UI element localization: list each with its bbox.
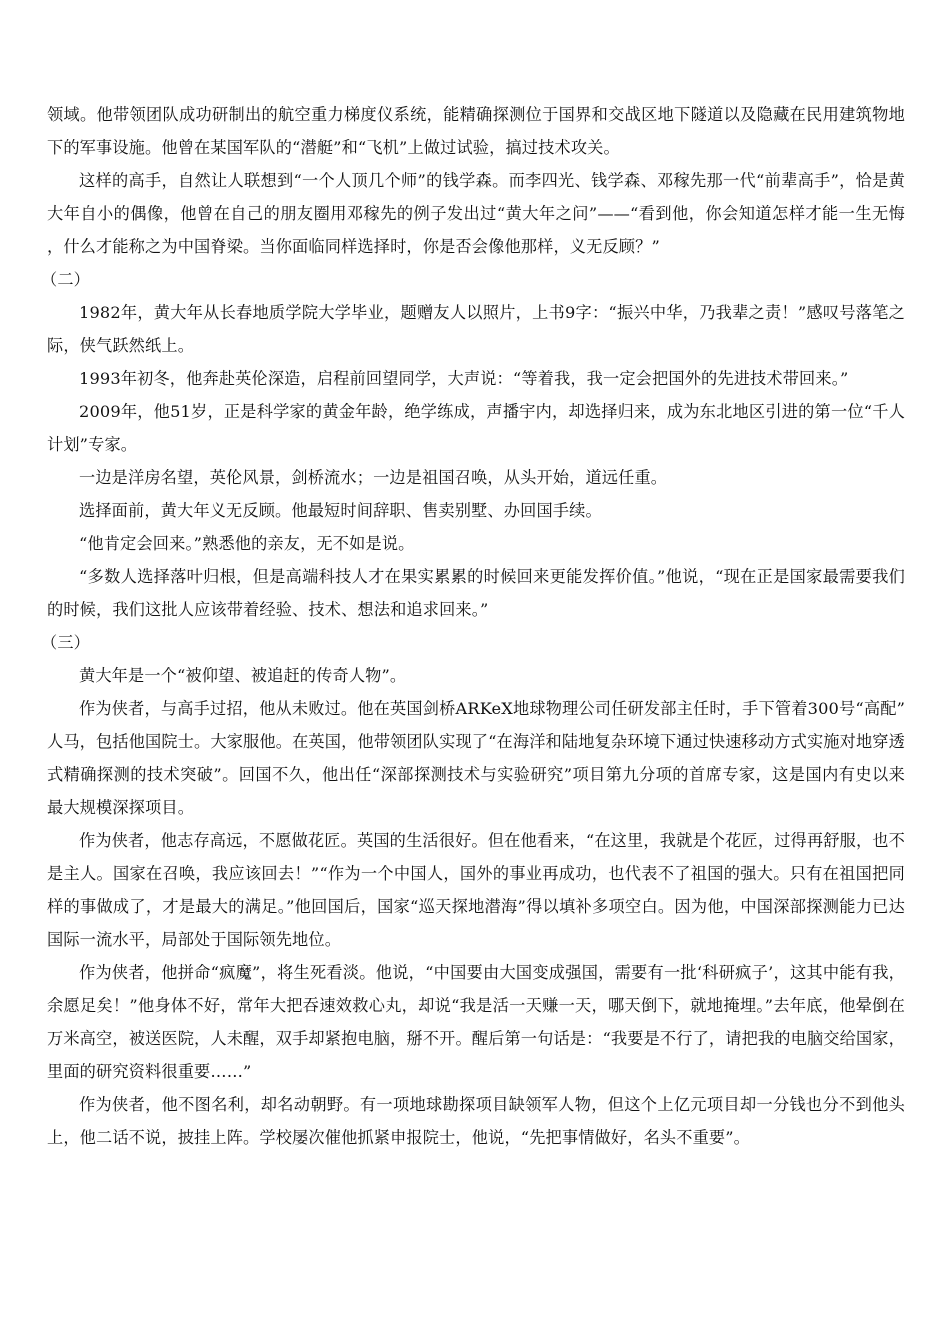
paragraph: 作为侠者，与高手过招，他从未败过。他在英国剑桥ARKeX地球物理公司任研发部主任时，手下管着300号“高配”人马，包括他国院士。大家服他。在英国，他带领团队实现了“在海洋和陆地复杂环境下通过快速移动方式实施对地穿透式精确探测的技术突破”。回国不久，他出任“深部探测技术与实验研究”项目第九分项的首席专家，这是国内有史以来最大规模深探项目。 xyxy=(47,699,905,817)
paragraph: 领域。他带领团队成功研制出的航空重力梯度仪系统，能精确探测位于国界和交战区地下隧道以及隐藏在民用建筑物地下的军事设施。他曾在某国军队的“潜艇”和“飞机”上做过试验，搞过技术攻关。 xyxy=(47,105,905,157)
paragraph: 1982年，黄大年从长春地质学院大学毕业，题赠友人以照片，上书9字：“振兴中华，乃我辈之责！”感叹号落笔之际，侠气跃然纸上。 xyxy=(47,303,905,355)
paragraph: 选择面前，黄大年义无反顾。他最短时间辞职、售卖别墅、办回国手续。 xyxy=(79,501,602,520)
paragraph: 作为侠者，他志存高远，不愿做花匠。英国的生活很好。但在他看来，“在这里，我就是个花匠，过得再舒服，也不是主人。国家在召唤，我应该回去！”“作为一个中国人，国外的事业再成功，也代表不了祖国的强大。只有在祖国把同样的事做成了，才是最大的满足。”他回国后，国家“巡天探地潜海”得以填补多项空白。因为他，中国深部探测能力已达国际一流水平，局部处于国际领先地位。 xyxy=(47,831,905,949)
paragraph: 作为侠者，他不图名利，却名动朝野。有一项地球勘探项目缺领军人物，但这个上亿元项目却一分钱也分不到他头上，他二话不说，披挂上阵。学校屡次催他抓紧申报院士，他说，“先把事情做好，名头不重要”。 xyxy=(47,1095,905,1147)
paragraph: 作为侠者，他拼命“疯魔”，将生死看淡。他说，“中国要由大国变成强国，需要有一批‘科研疯子’，这其中能有我，余愿足矣！”他身体不好，常年大把吞速效救心丸，却说“我是活一天赚一天，哪天倒下，就地掩埋。”去年底，他晕倒在万米高空，被送医院，人未醒，双手却紧抱电脑，掰不开。醒后第一句话是：“我要是不行了，请把我的电脑交给国家，里面的研究资料很重要……” xyxy=(47,963,905,1081)
paragraph: “多数人选择落叶归根，但是高端科技人才在果实累累的时候回来更能发挥价值。”他说，“现在正是国家最需要我们的时候，我们这批人应该带着经验、技术、想法和追求回来。” xyxy=(47,567,905,619)
paragraph: 1993年初冬，他奔赴英伦深造，启程前回望同学，大声说：“等着我，我一定会把国外的先进技术带回来。” xyxy=(79,369,849,388)
paragraph: 2009年，他51岁，正是科学家的黄金年龄，绝学练成，声播宇内，却选择归来，成为东北地区引进的第一位“千人计划”专家。 xyxy=(47,402,905,454)
paragraph: 黄大年是一个“被仰望、被追赶的传奇人物”。 xyxy=(79,666,407,685)
paragraph: 一边是洋房名望，英伦风景，剑桥流水；一边是祖国召唤，从头开始，道远任重。 xyxy=(79,468,668,487)
section-heading: （二） xyxy=(41,270,91,289)
paragraph: 这样的高手，自然让人联想到“一个人顶几个师”的钱学森。而李四光、钱学森、邓稼先那一代“前辈高手”，恰是黄大年自小的偶像，他曾在自己的朋友圈用邓稼先的例子发出过“黄大年之问”——“看到他，你会知道怎样才能一生无悔，什么才能称之为中国脊梁。当你面临同样选择时，你是否会像他那样，义无反顾？” xyxy=(47,171,905,256)
paragraph: “他肯定会回来。”熟悉他的亲友，无不如是说。 xyxy=(79,534,415,553)
section-heading: （三） xyxy=(41,633,91,652)
article-body xyxy=(41,98,905,1154)
